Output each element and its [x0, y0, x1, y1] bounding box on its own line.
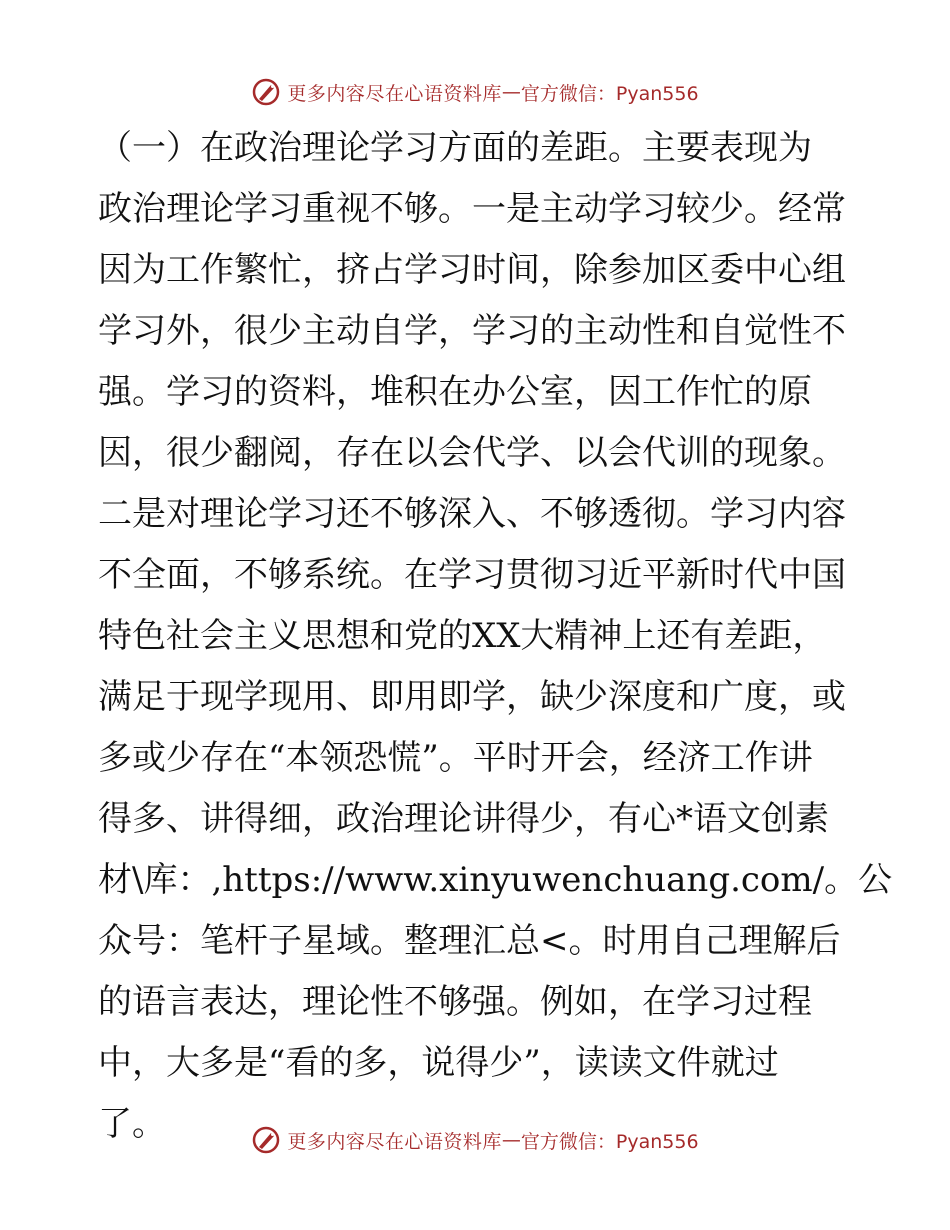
footer-banner: [0, 1120, 950, 1160]
banner-wechat-text: 官方微信：Pyan556: [520, 1130, 699, 1153]
banner-main-text: 更多内容尽在心语资料库: [287, 1130, 502, 1153]
pen-nib-circle-icon: [251, 77, 281, 107]
text-line: 满足于现学现用、即用即学，缺少深度和广度，或: [98, 677, 846, 717]
text-line: 的语言表达，理论性不够强。例如，在学习过程: [98, 982, 812, 1022]
text-line: 政治理论学习重视不够。一是主动学习较少。经常: [98, 189, 846, 229]
text-line: 二是对理论学习还不够深入、不够透彻。学习内容: [98, 494, 846, 534]
document-body: [98, 118, 893, 1155]
text-line: 学习外，很少主动自学，学习的主动性和自觉性不: [98, 311, 846, 351]
banner-main-text: 更多内容尽在心语资料库: [287, 82, 502, 105]
text-line: 众号：笔杆子星域。整理汇总<。时用自己理解后: [98, 921, 841, 961]
text-line: （一）在政治理论学习方面的差距。主要表现为: [98, 128, 812, 168]
text-line: 多或少存在“本领恐慌”。平时开会，经济工作讲: [98, 738, 813, 778]
text-line: 了。: [98, 1104, 166, 1144]
banner-wechat-text: 官方微信：Pyan556: [520, 82, 699, 105]
text-line: 得多、讲得细，政治理论讲得少，有心*语文创素: [98, 799, 829, 839]
banner-separator: —: [501, 1129, 521, 1151]
text-line: 因为工作繁忙，挤占学习时间，除参加区委中心组: [98, 250, 846, 290]
text-line: 不全面，不够系统。在学习贯彻习近平新时代中国: [98, 555, 846, 595]
text-line: 强。学习的资料，堆积在办公室，因工作忙的原: [98, 372, 812, 412]
header-banner: [0, 72, 950, 112]
text-line: 因，很少翻阅，存在以会代学、以会代训的现象。: [98, 433, 846, 473]
text-line: 特色社会主义思想和党的XX大精神上还有差距，: [98, 616, 827, 656]
pen-nib-circle-icon: [251, 1125, 281, 1155]
text-line: 中，大多是“看的多，说得少”，读读文件就过: [98, 1043, 779, 1083]
text-line: 材\库：,https://www.xinyuwenchuang.com/。公: [98, 860, 893, 900]
banner-separator: —: [501, 81, 521, 103]
